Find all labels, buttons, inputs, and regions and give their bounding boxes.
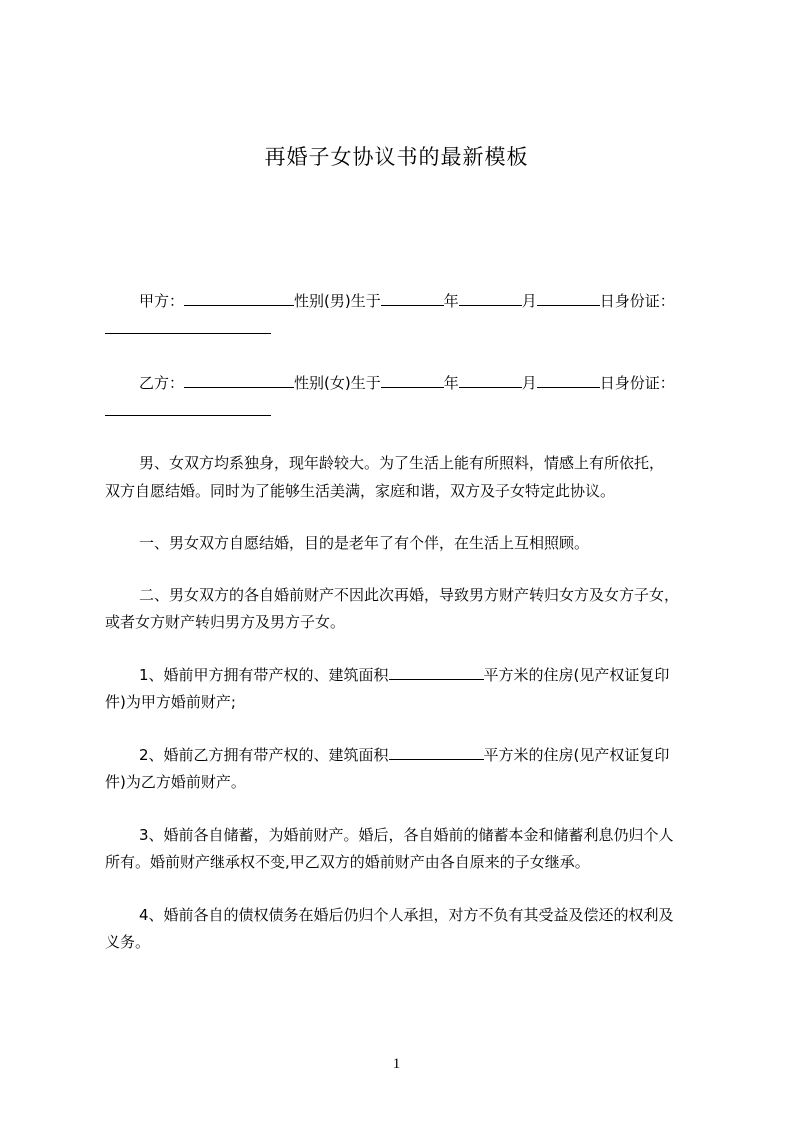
item-1-area-blank (389, 665, 484, 680)
party-b-month-blank (459, 373, 522, 388)
party-b-id-label: 日身份证： (599, 374, 675, 392)
party-a-month-label: 月 (521, 292, 537, 310)
clause-2-line-2: 或者女方财产转归男方及男方子女。 (105, 613, 346, 631)
item-2-suffix: 平方米的住房(见产权证复印 (483, 746, 670, 764)
party-a-line (105, 290, 749, 312)
party-a-id-label: 日身份证： (599, 292, 675, 310)
party-a-id-line (105, 318, 715, 340)
party-b-id-blank (105, 401, 271, 416)
party-a-year-label: 年 (443, 292, 459, 310)
item-4-line-1: 4、婚前各自的债权债务在婚后仍归个人承担，对方不负有其受益及偿还的权利及 (139, 906, 674, 924)
party-a-name-blank (184, 291, 294, 306)
clause-2-line-1: 二、男女双方的各自婚前财产不因此次再婚，导致男方财产转归女方及女方子女， (139, 586, 680, 604)
item-2-line-1 (105, 744, 749, 766)
intro-line-2: 双方自愿结婚。同时为了能够生活美满，家庭和谐，双方及子女特定此协议。 (105, 482, 616, 500)
page-number: 1 (392, 1056, 401, 1072)
clause-1: 一、男女双方自愿结婚，目的是老年了有个伴，在生活上互相照顾。 (139, 534, 590, 552)
party-b-id-line (105, 400, 715, 422)
item-1-line-2: 件)为甲方婚前财产; (105, 693, 236, 711)
item-2-prefix: 2、婚前乙方拥有带产权的、建筑面积 (139, 746, 389, 764)
party-b-gender-label: 性别(女)生于 (294, 374, 381, 392)
intro-line-1: 男、女双方均系独身，现年龄较大。为了生活上能有所照料，情感上有所依托， (139, 454, 665, 472)
item-4-line-2: 义务。 (105, 933, 151, 951)
party-b-label: 乙方： (139, 374, 185, 392)
party-a-month-blank (459, 291, 522, 306)
party-a-gender-label: 性别(男)生于 (294, 292, 381, 310)
party-a-day-blank (537, 291, 600, 306)
party-b-day-blank (537, 373, 600, 388)
party-b-name-blank (184, 373, 294, 388)
item-1-prefix: 1、婚前甲方拥有带产权的、建筑面积 (139, 666, 389, 684)
document-title: 再婚子女协议书的最新模板 (264, 145, 529, 169)
party-b-year-label: 年 (443, 374, 459, 392)
item-1-line-1 (105, 664, 749, 686)
party-a-label: 甲方： (139, 292, 185, 310)
item-3-line-2: 所有。婚前财产继承权不变,甲乙双方的婚前财产由各自原来的子女继承。 (105, 853, 590, 871)
item-2-area-blank (389, 745, 484, 760)
item-3-line-1: 3、婚前各自储蓄，为婚前财产。婚后，各自婚前的储蓄本金和储蓄利息仍归个人 (139, 826, 674, 844)
party-b-year-blank (381, 373, 444, 388)
party-b-month-label: 月 (521, 374, 537, 392)
party-a-id-blank (105, 319, 271, 334)
item-2-line-2: 件)为乙方婚前财产。 (105, 773, 246, 791)
item-1-suffix: 平方米的住房(见产权证复印 (483, 666, 670, 684)
party-b-line (105, 372, 749, 394)
party-a-year-blank (381, 291, 444, 306)
